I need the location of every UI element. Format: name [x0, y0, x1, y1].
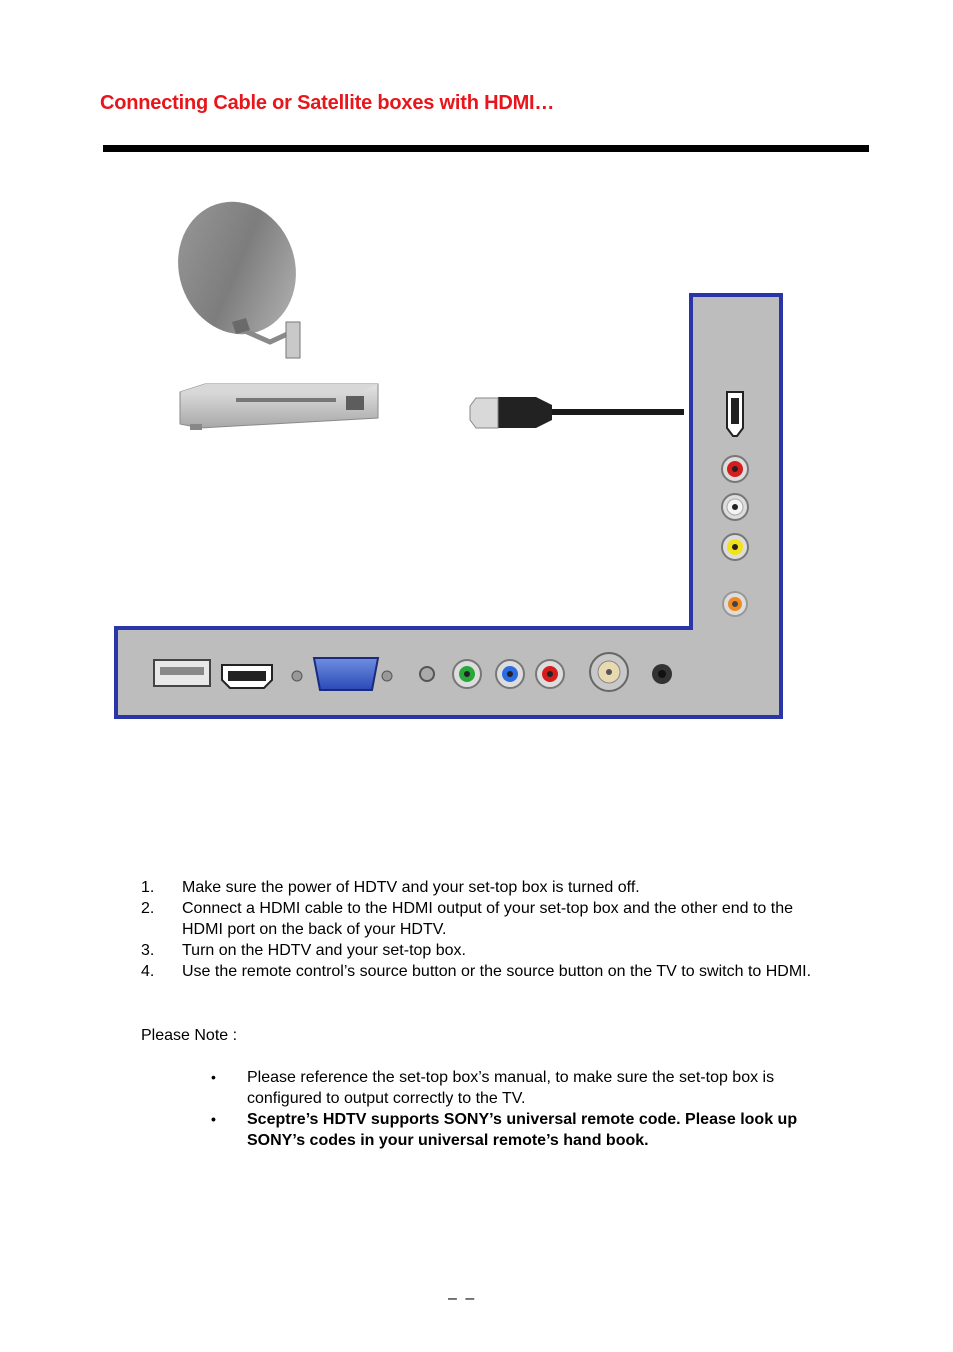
set-top-box-icon — [180, 384, 378, 430]
note-label: Please Note : — [141, 1027, 238, 1044]
note-item-bold: • Sceptre’s HDTV supports SONY’s universal remote code. Please look up SONY’s codes in your universal remote’s hand book. — [211, 1111, 798, 1149]
tv-back-panel — [116, 295, 781, 717]
step-3: 3. Turn on the HDTV and your set-top box. — [141, 942, 466, 959]
step-2: 2. Connect a HDMI cable to the HDMI output of your set-top box and the other end to the HDMI port on the back of your HDTV. — [141, 900, 794, 938]
note-item: • Please reference the set-top box’s manual, to make sure the set-top box is configured to output correctly to the TV. — [211, 1069, 775, 1107]
hdmi-cable-icon — [470, 397, 684, 428]
step-1: 1. Make sure the power of HDTV and your set-top box is turned off. — [141, 879, 640, 896]
notes-list — [207, 1067, 807, 1151]
satellite-dish-icon — [161, 186, 313, 358]
step-4: 4. Use the remote control’s source button or the source button on the TV to switch to HDMI. — [141, 963, 812, 980]
page-number: – – — [448, 1290, 477, 1307]
instruction-steps — [141, 877, 821, 982]
page-title: Connecting Cable or Satellite boxes with HDMI… — [100, 92, 555, 114]
